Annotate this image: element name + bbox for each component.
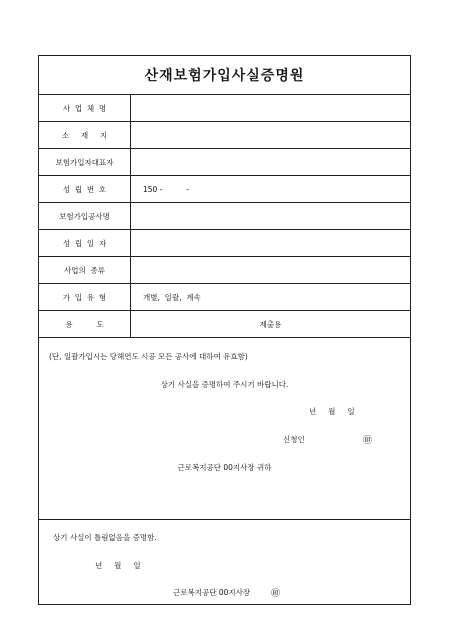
certify-text: 상기 사실이 틀림없음을 증명함.: [53, 533, 157, 542]
row-establishment-date: [39, 230, 410, 257]
value-representative: [131, 149, 410, 175]
label-representative: 보험가입자대표자: [39, 149, 131, 175]
value-subscription-type: 개별, 일괄, 계속: [143, 292, 201, 302]
row-purpose: [39, 311, 410, 338]
form-title: 산재보험가입사실증명원: [39, 56, 410, 95]
label-location: 소 재 지: [39, 122, 131, 148]
label-purpose: 용 도: [39, 311, 131, 337]
validity-note: (단, 일괄가입시는 당해연도 시공 모든 공사에 대하여 유효함): [49, 352, 248, 361]
row-establishment-number: [39, 176, 410, 203]
row-subscription-type: [39, 284, 410, 311]
value-purpose: 제출용: [259, 319, 282, 329]
label-business-name: 사 업 체 명: [39, 95, 131, 121]
issuer-seal-icon: ㊞: [271, 589, 281, 599]
value-establishment-date: [131, 230, 410, 256]
label-project-name: 보험가입공사명: [39, 203, 131, 229]
applicant-label: 신청인: [283, 435, 305, 444]
row-business-name: [39, 95, 410, 122]
request-date: 년 월 일: [309, 407, 355, 416]
certify-date: 년 월 일: [95, 561, 141, 570]
row-business-type: [39, 257, 410, 284]
value-location: [131, 122, 410, 148]
request-section: [39, 338, 410, 520]
label-establishment-number: 성 립 번 호: [39, 176, 131, 202]
label-subscription-type: 가 입 유 형: [39, 284, 131, 310]
certification-section: [39, 520, 410, 606]
value-business-type: [131, 257, 410, 283]
certificate-form: [38, 55, 411, 605]
issuer-name: 근로복지공단 00지사장: [173, 588, 251, 597]
request-text: 상기 사실을 증명하여 주시기 바랍니다.: [160, 380, 289, 389]
seal-icon: ㊞: [363, 436, 373, 446]
row-representative: [39, 149, 410, 176]
value-establishment-number: 150 - -: [143, 184, 189, 194]
value-project-name: [131, 203, 410, 229]
addressee: 근로복지공단 00지사장 귀하: [177, 463, 272, 472]
row-project-name: [39, 203, 410, 230]
label-business-type: 사업의 종류: [39, 257, 131, 283]
value-business-name: [131, 95, 410, 121]
label-establishment-date: 성 립 일 자: [39, 230, 131, 256]
row-location: [39, 122, 410, 149]
